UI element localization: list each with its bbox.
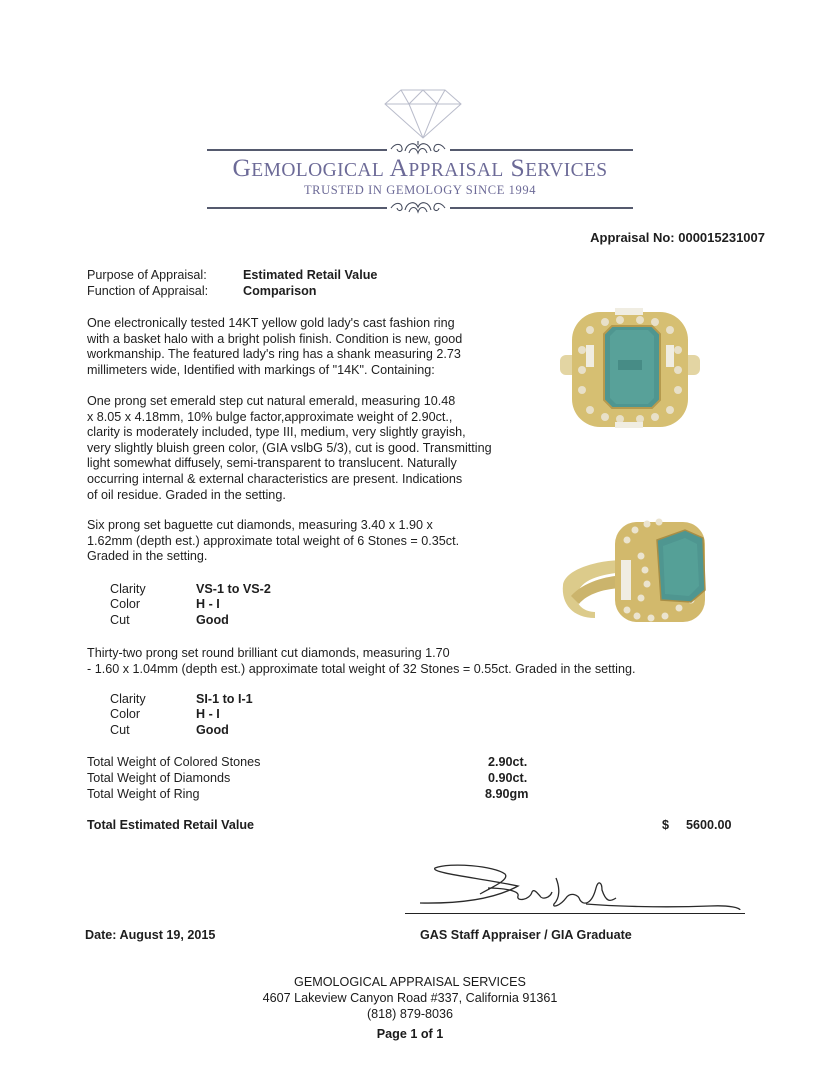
baguette-description-line: Graded in the setting. <box>87 549 208 564</box>
brand-tagline: TRUSTED IN GEMOLOGY SINCE 1994 <box>303 183 537 197</box>
baguette-color-label: Color <box>110 597 141 611</box>
emerald-description-line: of oil residue. Graded in the setting. <box>87 487 286 502</box>
round-diamond-description <box>87 646 636 677</box>
round-description-line: - 1.60 x 1.04mm (depth est.) approximate total weight of 32 Stones = 0.55ct. Graded in the setting. <box>87 661 636 676</box>
footer-address: 4607 Lakeview Canyon Road #337, California 91361 <box>262 991 558 1005</box>
total-ring-weight-value: 8.90gm <box>485 787 529 801</box>
emerald-description-line: light somewhat diffusely, semi-transparent to translucent. Naturally <box>87 456 457 471</box>
total-ring-weight-label: Total Weight of Ring <box>87 787 200 801</box>
total-colored-stones-label: Total Weight of Colored Stones <box>87 755 261 769</box>
round-cut-value: Good <box>196 723 229 737</box>
baguette-description <box>87 518 459 565</box>
signature-line <box>405 913 745 914</box>
round-clarity-value: SI-1 to I-1 <box>196 692 253 706</box>
appraisal-number: Appraisal No: 000015231007 <box>590 230 765 245</box>
purpose-value: Estimated Retail Value <box>243 268 378 282</box>
ornament-swirl-bottom-icon <box>389 199 447 217</box>
baguette-clarity-value: VS-1 to VS-2 <box>196 582 271 596</box>
function-value: Comparison <box>243 284 317 298</box>
header-top-rule-left <box>207 149 387 151</box>
baguette-description-line: 1.62mm (depth est.) approximate total weight of 6 Stones = 0.35ct. <box>87 533 460 548</box>
ring-description-line: with a basket halo with a bright polish finish. Condition is new, good <box>87 331 463 346</box>
baguette-description-line: Six prong set baguette cut diamonds, measuring 3.40 x 1.90 x <box>87 518 433 532</box>
total-diamonds-value: 0.90ct. <box>488 771 528 785</box>
ring-description-line: millimeters wide, Identified with markings of "14K". Containing: <box>87 362 435 377</box>
footer-phone: (818) 879-8036 <box>366 1007 454 1021</box>
ring-description <box>87 316 462 378</box>
appraisal-date: Date: August 19, 2015 <box>85 928 216 942</box>
appraiser-title: GAS Staff Appraiser / GIA Graduate <box>420 928 632 942</box>
total-retail-value-amount: 5600.00 <box>686 818 732 832</box>
emerald-description-line: occurring internal & external characteristics are present. Indications <box>87 471 463 486</box>
function-label: Function of Appraisal: <box>87 284 209 298</box>
header-bottom-rule-left <box>207 207 387 209</box>
round-description-line: Thirty-two prong set round brilliant cut diamonds, measuring 1.70 <box>87 646 450 660</box>
ring-side-view-photo <box>555 500 715 630</box>
ring-description-line: workmanship. The featured lady's ring has a shank measuring 2.73 <box>87 347 461 362</box>
emerald-description-line: very slightly bluish green color, (GIA vslbG 5/3), cut is good. Transmitting <box>87 440 492 455</box>
round-clarity-label: Clarity <box>110 692 146 706</box>
baguette-cut-label: Cut <box>110 613 130 627</box>
round-cut-label: Cut <box>110 723 130 737</box>
ring-description-line: One electronically tested 14KT yellow gold lady's cast fashion ring <box>87 316 455 330</box>
round-color-value: H - I <box>196 707 220 721</box>
currency-symbol: $ <box>662 818 670 832</box>
header-top-rule-right <box>450 149 633 151</box>
total-retail-value-label: Total Estimated Retail Value <box>87 818 255 832</box>
appraiser-signature <box>410 858 750 918</box>
baguette-cut-value: Good <box>196 613 229 627</box>
emerald-description-line: x 8.05 x 4.18mm, 10% bulge factor,approximate weight of 2.90ct., <box>87 409 453 424</box>
purpose-label: Purpose of Appraisal: <box>87 268 207 282</box>
round-color-label: Color <box>110 707 141 721</box>
ring-top-view-photo <box>560 300 700 435</box>
brand-name: GEMOLOGICAL APPRAISAL SERVICES <box>232 153 608 182</box>
page-number: Page 1 of 1 <box>376 1027 444 1041</box>
emerald-description-line: One prong set emerald step cut natural emerald, measuring 10.48 <box>87 394 456 408</box>
baguette-clarity-label: Clarity <box>110 582 146 596</box>
emerald-description-line: clarity is moderately included, type III, medium, very slightly grayish, <box>87 425 466 440</box>
total-colored-stones-value: 2.90ct. <box>488 755 528 769</box>
diamond-icon <box>383 88 463 140</box>
baguette-color-value: H - I <box>196 597 220 611</box>
footer-company: GEMOLOGICAL APPRAISAL SERVICES <box>294 975 526 989</box>
header-bottom-rule-right <box>450 207 633 209</box>
total-diamonds-label: Total Weight of Diamonds <box>87 771 231 785</box>
emerald-description <box>87 394 492 503</box>
